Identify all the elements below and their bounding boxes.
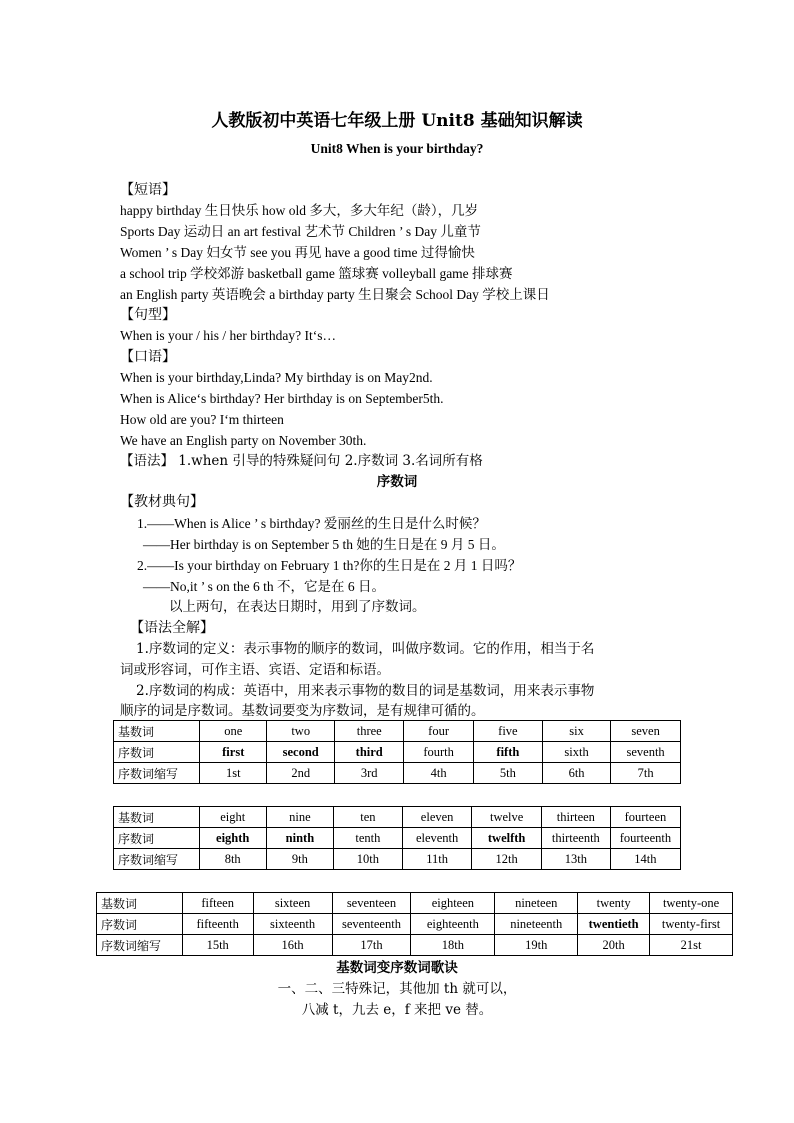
- row-label: 基数词: [97, 893, 183, 914]
- table-cell: twenty-one: [650, 893, 733, 914]
- table-cell: seven: [611, 721, 681, 742]
- table-cell: fifth: [473, 742, 542, 763]
- row-label: 序数词: [114, 742, 200, 763]
- rhyme-line: 八减 t，九去 e，f 来把 ve 替。: [301, 1002, 493, 1018]
- abbreviation-row: [114, 763, 681, 784]
- table-cell: thirteenth: [541, 828, 610, 849]
- table-cell: 17th: [332, 935, 411, 956]
- table-cell: fourteenth: [610, 828, 680, 849]
- table-cell: eight: [199, 807, 266, 828]
- oral-line: When is Alice‘s birthday? Her birthday is on September5th.: [120, 391, 444, 406]
- table-cell: 2nd: [267, 763, 335, 784]
- table-cell: 21st: [650, 935, 733, 956]
- table-cell: 12th: [472, 849, 541, 870]
- table-cell: 5th: [473, 763, 542, 784]
- table-cell: 14th: [610, 849, 680, 870]
- ordinal-row: [97, 914, 733, 935]
- table-cell: sixth: [542, 742, 610, 763]
- table-cell: seventeen: [332, 893, 411, 914]
- table-cell: eleventh: [402, 828, 472, 849]
- table-cell: third: [335, 742, 404, 763]
- table-cell: second: [267, 742, 335, 763]
- textbook-line: ——Her birthday is on September 5 th 她的生日是在 9 月 5 日。: [143, 537, 505, 552]
- phrase-line: Sports Day 运动日 an art festival 艺术节 Children ’ s Day 儿童节: [120, 224, 481, 239]
- table-cell: four: [404, 721, 473, 742]
- phrase-line: Women ’ s Day 妇女节 see you 再见 have a good time 过得愉快: [120, 245, 475, 260]
- table-cell: nineteenth: [495, 914, 578, 935]
- table-cell: 6th: [542, 763, 610, 784]
- table-cell: two: [267, 721, 335, 742]
- table-cell: 13th: [541, 849, 610, 870]
- patterns-heading: 【句型】: [120, 307, 176, 323]
- textbook-line: ——No,it ’ s on the 6 th 不，它是在 6 日。: [143, 579, 385, 594]
- table-cell: 18th: [411, 935, 495, 956]
- cardinal-row: [114, 721, 681, 742]
- document-title: 人教版初中英语七年级上册 Unit8 基础知识解读: [211, 111, 583, 131]
- table-cell: 16th: [253, 935, 332, 956]
- table-cell: fifteen: [182, 893, 253, 914]
- ordinal-table-1: [113, 720, 681, 784]
- table-cell: 7th: [611, 763, 681, 784]
- textbook-line: 1.——When is Alice ’ s birthday? 爱丽丝的生日是什么时候？: [137, 516, 486, 531]
- table-cell: 9th: [266, 849, 333, 870]
- table-cell: thirteen: [541, 807, 610, 828]
- table-cell: seventh: [611, 742, 681, 763]
- row-label: 序数词缩写: [114, 849, 200, 870]
- ordinal-table-3: [96, 892, 733, 956]
- table-cell: 15th: [182, 935, 253, 956]
- oral-line: How old are you? I‘m thirteen: [120, 412, 284, 427]
- table-cell: three: [335, 721, 404, 742]
- table-cell: twenty-first: [650, 914, 733, 935]
- ordinal-table-2: [113, 806, 681, 870]
- table-cell: twentieth: [578, 914, 650, 935]
- table-cell: ten: [333, 807, 402, 828]
- explain-line: 词或形容词，可作主语、宾语、定语和标语。: [120, 662, 390, 678]
- row-label: 序数词缩写: [114, 763, 200, 784]
- table-cell: eighteenth: [411, 914, 495, 935]
- row-label: 基数词: [114, 807, 200, 828]
- row-label: 序数词: [114, 828, 200, 849]
- table-cell: fifteenth: [182, 914, 253, 935]
- table-cell: sixteen: [253, 893, 332, 914]
- table-cell: 10th: [333, 849, 402, 870]
- grammar-line: 【语法】 1.when 引导的特殊疑问句 2.序数词 3.名词所有格: [120, 453, 483, 469]
- table-cell: ninth: [266, 828, 333, 849]
- cardinal-row: [114, 807, 681, 828]
- table-cell: first: [200, 742, 267, 763]
- explain-line: 2.序数词的构成：英语中，用来表示事物的数目的词是基数词，用来表示事物: [136, 683, 595, 699]
- table-cell: nine: [266, 807, 333, 828]
- oral-line: We have an English party on November 30th.: [120, 433, 367, 448]
- table-cell: twenty: [578, 893, 650, 914]
- oral-line: When is your birthday,Linda? My birthday is on May2nd.: [120, 370, 433, 385]
- row-label: 序数词: [97, 914, 183, 935]
- textbook-line: 以上两句，在表达日期时，用到了序数词。: [169, 599, 426, 615]
- abbreviation-row: [97, 935, 733, 956]
- explain-heading: 【语法全解】: [130, 620, 214, 636]
- textbook-line: 2.——Is your birthday on February 1 th?你的生日是在 2 月 1 日吗？: [137, 558, 522, 573]
- phrases-heading: 【短语】: [120, 182, 176, 198]
- table-cell: sixteenth: [253, 914, 332, 935]
- explain-line: 顺序的词是序数词。基数词要变为序数词，是有规律可循的。: [120, 703, 485, 719]
- table-cell: 11th: [402, 849, 472, 870]
- ordinal-heading: 序数词: [376, 474, 418, 490]
- table-cell: eleven: [402, 807, 472, 828]
- table-cell: 4th: [404, 763, 473, 784]
- table-cell: fourteen: [610, 807, 680, 828]
- ordinal-row: [114, 828, 681, 849]
- phrase-line: happy birthday 生日快乐 how old 多大，多大年纪（龄），几岁: [120, 203, 479, 218]
- phrase-line: an English party 英语晚会 a birthday party 生日聚会 School Day 学校上课日: [120, 287, 550, 302]
- table-cell: nineteen: [495, 893, 578, 914]
- rhyme-line: 一、二、三特殊记，其他加 th 就可以，: [277, 981, 517, 997]
- table-cell: five: [473, 721, 542, 742]
- row-label: 序数词缩写: [97, 935, 183, 956]
- table-cell: 19th: [495, 935, 578, 956]
- table-cell: twelve: [472, 807, 541, 828]
- ordinal-row: [114, 742, 681, 763]
- table-cell: eighteen: [411, 893, 495, 914]
- table-cell: tenth: [333, 828, 402, 849]
- table-cell: 1st: [200, 763, 267, 784]
- explain-line: 1.序数词的定义：表示事物的顺序的数词，叫做序数词。它的作用，相当于名: [136, 641, 595, 657]
- abbreviation-row: [114, 849, 681, 870]
- table-cell: 20th: [578, 935, 650, 956]
- table-cell: twelfth: [472, 828, 541, 849]
- document-subtitle: Unit8 When is your birthday?: [310, 141, 484, 156]
- table-cell: six: [542, 721, 610, 742]
- table-cell: 8th: [199, 849, 266, 870]
- table-cell: eighth: [199, 828, 266, 849]
- table-cell: fourth: [404, 742, 473, 763]
- textbook-heading: 【教材典句】: [120, 494, 204, 510]
- pattern-line: When is your / his / her birthday? It‘s…: [120, 328, 336, 343]
- cardinal-row: [97, 893, 733, 914]
- table-cell: seventeenth: [332, 914, 411, 935]
- phrase-line: a school trip 学校郊游 basketball game 篮球赛 volleyball game 排球赛: [120, 266, 513, 281]
- oral-heading: 【口语】: [120, 349, 176, 365]
- table-cell: one: [200, 721, 267, 742]
- row-label: 基数词: [114, 721, 200, 742]
- table-cell: 3rd: [335, 763, 404, 784]
- rhyme-heading: 基数词变序数词歌诀: [336, 960, 458, 976]
